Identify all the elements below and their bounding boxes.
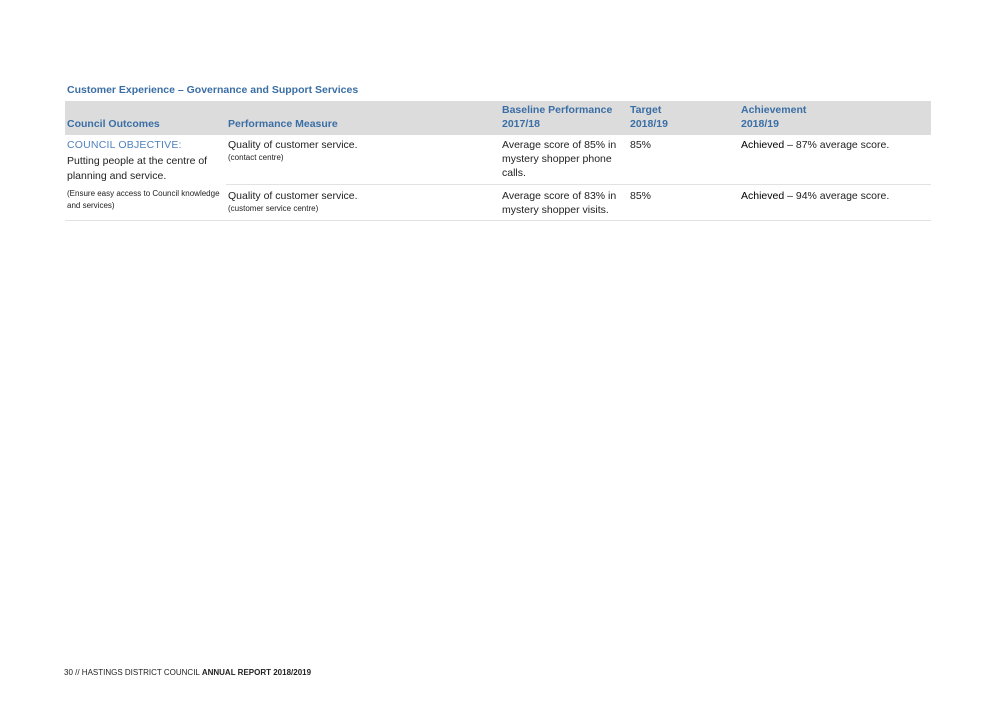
measure-subtext: (contact centre) (228, 153, 284, 162)
baseline-cell: Average score of 83% in mystery shopper visits. (500, 184, 628, 220)
measure-cell (226, 184, 500, 220)
achievement-status: Achieved (741, 189, 785, 202)
header-target (628, 101, 739, 135)
header-target-line2: 2018/19 (630, 118, 668, 130)
performance-table (65, 101, 931, 221)
footer-prefix: 30 // HASTINGS DISTRICT COUNCIL (64, 668, 202, 677)
council-objective-note: (Ensure easy access to Council knowledge and services) (67, 189, 220, 210)
council-objective-text: Putting people at the centre of planning and service. (67, 155, 208, 182)
measure-cell (226, 135, 500, 184)
header-achievement-line1: Achievement (741, 104, 807, 116)
header-baseline-line2: 2017/18 (502, 118, 540, 130)
achievement-detail: – 87% average score. (784, 139, 890, 151)
council-outcome-cell (65, 135, 226, 221)
header-baseline-line1: Baseline Performance (502, 104, 613, 116)
header-target-line1: Target (630, 104, 662, 116)
page-footer (64, 668, 311, 677)
achievement-detail: – 94% average score. (784, 189, 890, 202)
header-performance-measure: Performance Measure (226, 101, 500, 135)
baseline-cell: Average score of 85% in mystery shopper phone calls. (500, 135, 628, 184)
measure-text: Quality of customer service. (228, 189, 358, 202)
header-achievement (739, 101, 931, 135)
achievement-cell (739, 184, 931, 220)
measure-text: Quality of customer service. (228, 139, 358, 151)
header-baseline (500, 101, 628, 135)
header-achievement-line2: 2018/19 (741, 118, 779, 130)
section-title: Customer Experience – Governance and Support Services (67, 84, 359, 96)
measure-subtext: (customer service centre) (228, 203, 319, 213)
achievement-status: Achieved (741, 139, 785, 151)
target-cell: 85% (628, 184, 739, 220)
target-cell: 85% (628, 135, 739, 184)
table-header-row (65, 101, 931, 135)
footer-report-title: ANNUAL REPORT 2018/2019 (201, 668, 312, 677)
council-objective-label: COUNCIL OBJECTIVE: (67, 139, 182, 151)
table-row (65, 135, 931, 184)
header-council-outcomes: Council Outcomes (65, 101, 226, 135)
achievement-cell (739, 135, 931, 184)
